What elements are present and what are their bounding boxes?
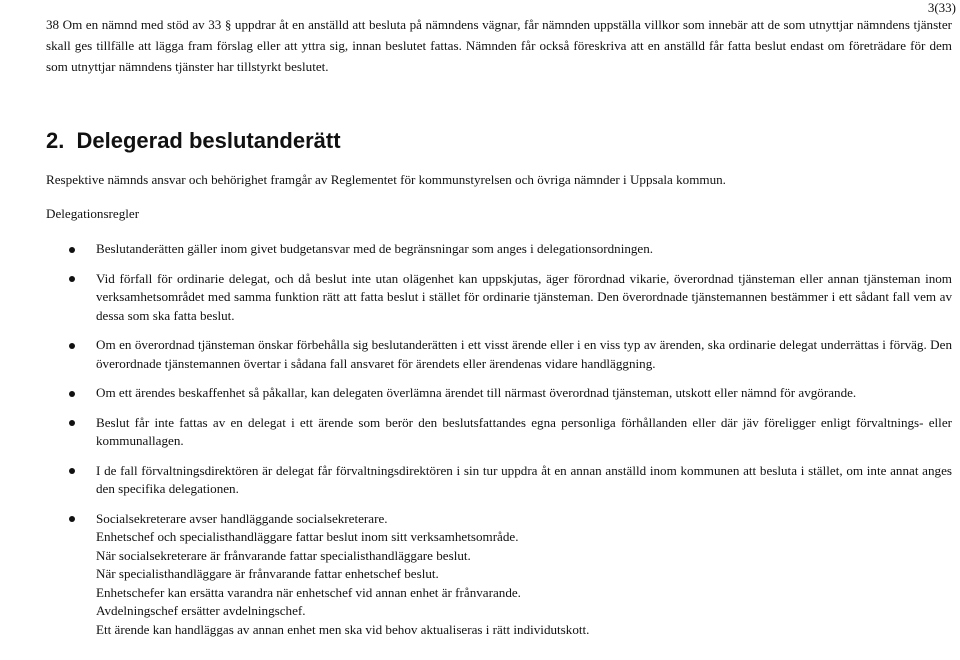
list-item (46, 510, 952, 640)
list-item-text: Beslutanderätten gäller inom givet budgetansvar med de begränsningar som anges i delegationsordningen. (96, 241, 654, 256)
list-item (46, 240, 952, 259)
bullet-icon (69, 247, 75, 253)
delegation-rules-heading: Delegationsregler (46, 206, 140, 221)
list-item (46, 384, 952, 403)
list-item-line: Ett ärende kan handläggas av annan enhet men ska vid behov aktualiseras i rätt individutskott. (96, 621, 590, 637)
bullet-icon (69, 391, 75, 397)
list-item-line: Enhetschefer kan ersätta varandra när enhetschef vid annan enhet är frånvarande. (96, 584, 521, 600)
list-item-text: Om ett ärendes beskaffenhet så påkallar, kan delegaten överlämna ärendet till närmast överordnad tjänsteman, utskott eller nämnd för avgörande. (96, 385, 857, 400)
list-item-line: När socialsekreterare är frånvarande fattar specialisthandläggare beslut. (96, 547, 471, 563)
bullet-icon (69, 516, 75, 522)
page-number: 3(33) (927, 0, 956, 15)
section-intro: Respektive nämnds ansvar och behörighet framgår av Reglementet för kommunstyrelsen och övriga nämnder i Uppsala kommun. (46, 172, 726, 187)
list-item (46, 462, 952, 499)
list-item-text: I de fall förvaltningsdirektören är delegat får förvaltningsdirektören i sin tur uppdra åt en annan anställd inom kommunen att besluta i stället, om inte annat anges den specifika delegationen. (96, 462, 952, 496)
bullet-icon (69, 276, 75, 282)
section-heading (46, 128, 341, 154)
list-item (46, 336, 952, 373)
list-item (46, 270, 952, 326)
bullet-icon (69, 343, 75, 349)
list-item-line: Avdelningschef ersätter avdelningschef. (96, 603, 306, 618)
paragraph-38: 38 Om en nämnd med stöd av 33 § uppdrar åt en anställd att besluta på nämndens vägnar, får nämnden uppställa villkor som innebär att de som utnyttjar nämndens tjänster skall ges tillfälle att lägga fram förslag eller att yttra sig, innan beslutet fattas. Nämnden får också föreskriva att en anställd får fatta beslut endast om företrädare för dem som utnyttjar nämndens tjänster har tillstyrkt beslutet. (46, 17, 952, 74)
bullet-icon (69, 468, 75, 474)
delegation-rules-list (46, 240, 952, 650)
list-item-line: Socialsekreterare avser handläggande socialsekreterare. (96, 510, 388, 526)
list-item-line: Enhetschef och specialisthandläggare fattar beslut inom sitt verksamhetsområde. (96, 529, 519, 544)
list-item-text: Beslut får inte fattas av en delegat i ett ärende som berör den beslutsfattandes egna personliga förhållanden eller där jäv föreligger enligt förvaltnings- eller kommunallagen. (96, 414, 952, 448)
bullet-icon (69, 420, 75, 426)
section-number: 2. (46, 128, 65, 153)
list-item-text: Om en överordnad tjänsteman önskar förbehålla sig beslutanderätten i ett visst ärende eller i en viss typ av ärenden, ska ordinarie delegat underrättas i förväg. Den överordnade tjänstemannen övertar i sådana fall ansvaret för ärendets eller ärendenas vidare handläggning. (96, 337, 952, 371)
list-item-text: Vid förfall för ordinarie delegat, och då beslut inte utan olägenhet kan uppskjutas, äger förordnad vikarie, överordnad tjänsteman eller annan tjänsteman inom verksamhetsområdet med samma funktion rätt att fatta beslut i stället för ordinarie tjänsteman. Den överordnade tjänstemannen bestämmer i ett sådant fall vem av dessa som ska fatta beslut. (96, 270, 952, 323)
list-item-line: När specialisthandläggare är frånvarande fattar enhetschef beslut. (96, 566, 439, 581)
section-title: Delegerad beslutanderätt (76, 128, 341, 153)
list-item (46, 414, 952, 451)
